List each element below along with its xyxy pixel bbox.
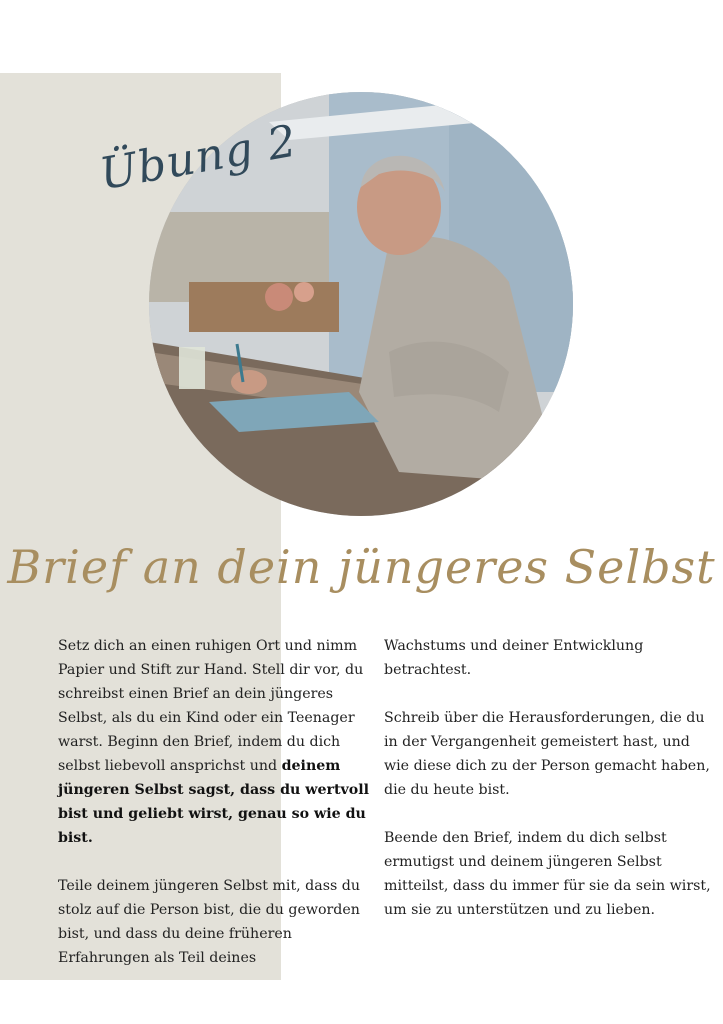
letter-title: Brief an dein jüngeres Selbst (7, 540, 716, 594)
right-paragraph-2: Schreib über die Herausforderungen, die du in der Vergangenheit gemeistert hast, und wie diese dich zu der Person gemacht haben, die du heute bist. (384, 710, 710, 798)
left-paragraph-2: Teile deinem jüngeren Selbst mit, dass du stolz auf die Person bist, die du geworden bist, und dass du deine früheren Erfahrungen als Teil deines (58, 878, 360, 966)
right-paragraph-1: Wachstums und deiner Entwicklung betrachtest. (384, 638, 644, 678)
left-paragraph-1-intro: Setz dich an einen ruhigen Ort und nimm Papier und Stift zur Hand. Stell dir vor, du schreibst einen Brief an dein jüngeres Selbst, als du ein Kind oder ein Teenager warst. Beginn den Brief, indem du dich selbst liebevoll ansprichst und (58, 638, 364, 774)
body-column-right (384, 634, 716, 922)
left-paragraph-1-bold: deinem jüngeren Selbst sagst, dass du wertvoll bist und geliebt wirst, genau so wie du bist. (58, 758, 370, 846)
body-column-left (58, 634, 376, 970)
right-paragraph-3: Beende den Brief, indem du dich selbst ermutigst und deinem jüngeren Selbst mitteilst, dass du immer für sie da sein wirst, um sie zu unterstützen und zu lieben. (384, 830, 711, 918)
left-paragraph-1 (58, 634, 376, 850)
exercise-label: Übung 2 (96, 115, 301, 201)
